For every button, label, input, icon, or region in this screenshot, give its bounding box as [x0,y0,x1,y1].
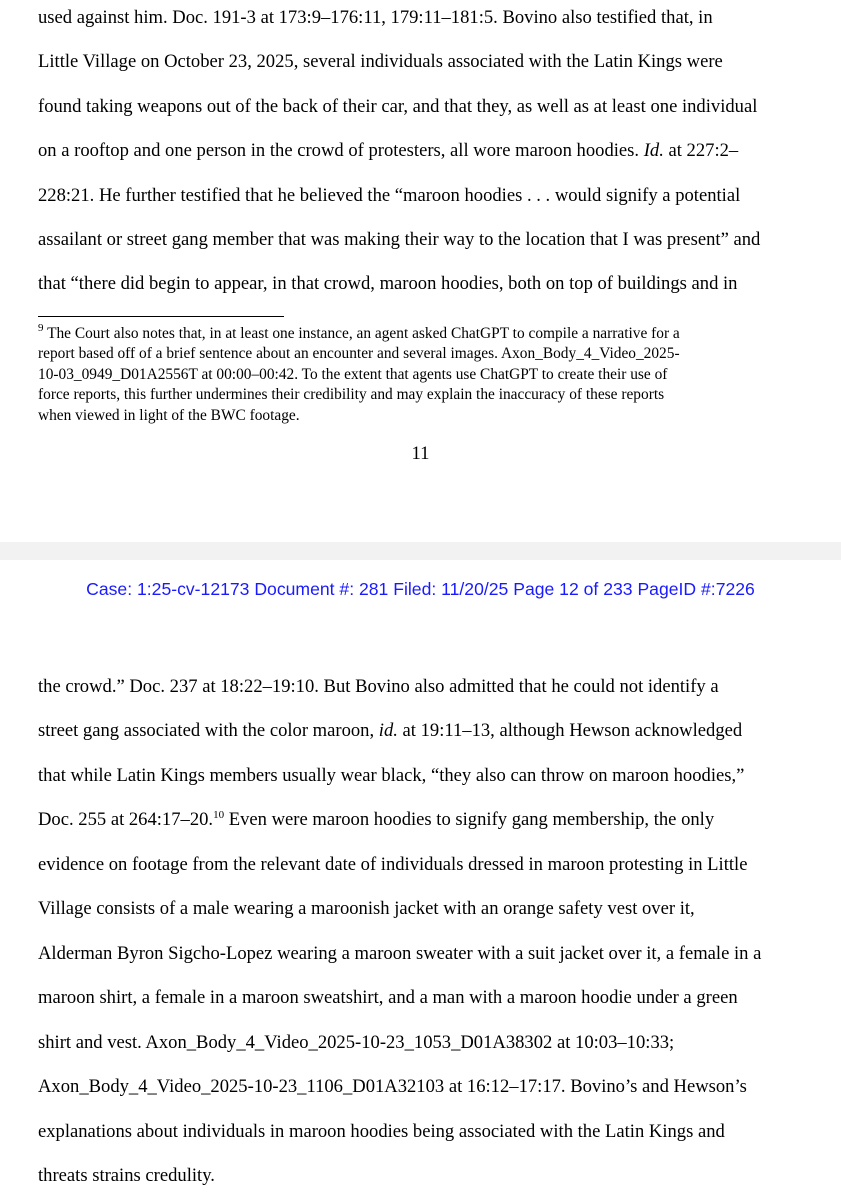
citation-id: id. [378,720,398,741]
body-line: used against him. Doc. 191-3 at 173:9–176:11, 179:11–181:5. Bovino also testified that, in [38,7,713,28]
body-line: that while Latin Kings members usually wear black, “they also can throw on maroon hoodies,” [38,765,745,786]
body-line: the crowd.” Doc. 237 at 18:22–19:10. But Bovino also admitted that he could not identify a [38,676,719,697]
body-line-end: Even were maroon hoodies to signify gang membership, the only [224,809,715,830]
body-line: threats strains credulity. [38,1165,215,1186]
footnote-line [38,322,680,343]
body-line [38,809,714,831]
body-line [38,720,742,742]
footnote-rule [38,316,284,317]
body-line: Village consists of a male wearing a maroonish jacket with an orange safety vest over it, [38,898,695,919]
footnote-text: The Court also notes that, in at least one instance, an agent asked ChatGPT to compile a narrative for a [43,325,680,342]
page-separator [0,542,841,560]
body-line: 228:21. He further testified that he believed the “maroon hoodies . . . would signify a potential [38,185,741,206]
footnote-line: 10-03_0949_D01A2556T at 00:00–00:42. To the extent that agents use ChatGPT to create their use of [38,366,668,383]
body-line: Little Village on October 23, 2025, several individuals associated with the Latin Kings were [38,51,723,72]
body-line-end: at 19:11–13, although Hewson acknowledged [397,720,743,741]
citation-id: Id. [643,140,664,161]
footnote-line: report based off of a brief sentence about an encounter and several images. Axon_Body_4_Video_2025- [38,345,680,362]
body-line: explanations about individuals in maroon hoodies being associated with the Latin Kings and [38,1121,725,1142]
footnote-reference: 10 [213,809,225,821]
page-11 [0,0,841,542]
body-line-text: Doc. 255 at 264:17–20. [38,809,214,830]
body-line: found taking weapons out of the back of their car, and that they, as well as at least one individual [38,96,758,117]
body-line-text: on a rooftop and one person in the crowd of protesters, all wore maroon hoodies. [38,140,640,161]
footnote-line: force reports, this further undermines their credibility and may explain the inaccuracy of these reports [38,386,665,403]
body-line-end: at 227:2– [663,140,739,161]
body-line: assailant or street gang member that was making their way to the location that I was present” and [38,229,761,250]
page-12 [0,560,841,1200]
case-header: Case: 1:25-cv-12173 Document #: 281 Filed: 11/20/25 Page 12 of 233 PageID #:7226 [86,579,755,599]
page-number: 11 [411,443,430,464]
footnote-marker: 9 [38,322,44,334]
body-line: evidence on footage from the relevant date of individuals dressed in maroon protesting in Little [38,854,748,875]
body-line [38,140,738,162]
body-line-text: street gang associated with the color maroon, [38,720,379,741]
body-line: Alderman Byron Sigcho-Lopez wearing a maroon sweater with a suit jacket over it, a female in a [38,943,762,964]
footnote-line: when viewed in light of the BWC footage. [38,407,300,424]
body-line: Axon_Body_4_Video_2025-10-23_1106_D01A32103 at 16:12–17:17. Bovino’s and Hewson’s [38,1076,747,1097]
body-line: maroon shirt, a female in a maroon sweatshirt, and a man with a maroon hoodie under a green [38,987,738,1008]
body-line: shirt and vest. Axon_Body_4_Video_2025-10-23_1053_D01A38302 at 10:03–10:33; [38,1032,675,1053]
body-line: that “there did begin to appear, in that crowd, maroon hoodies, both on top of buildings and in [38,273,738,294]
